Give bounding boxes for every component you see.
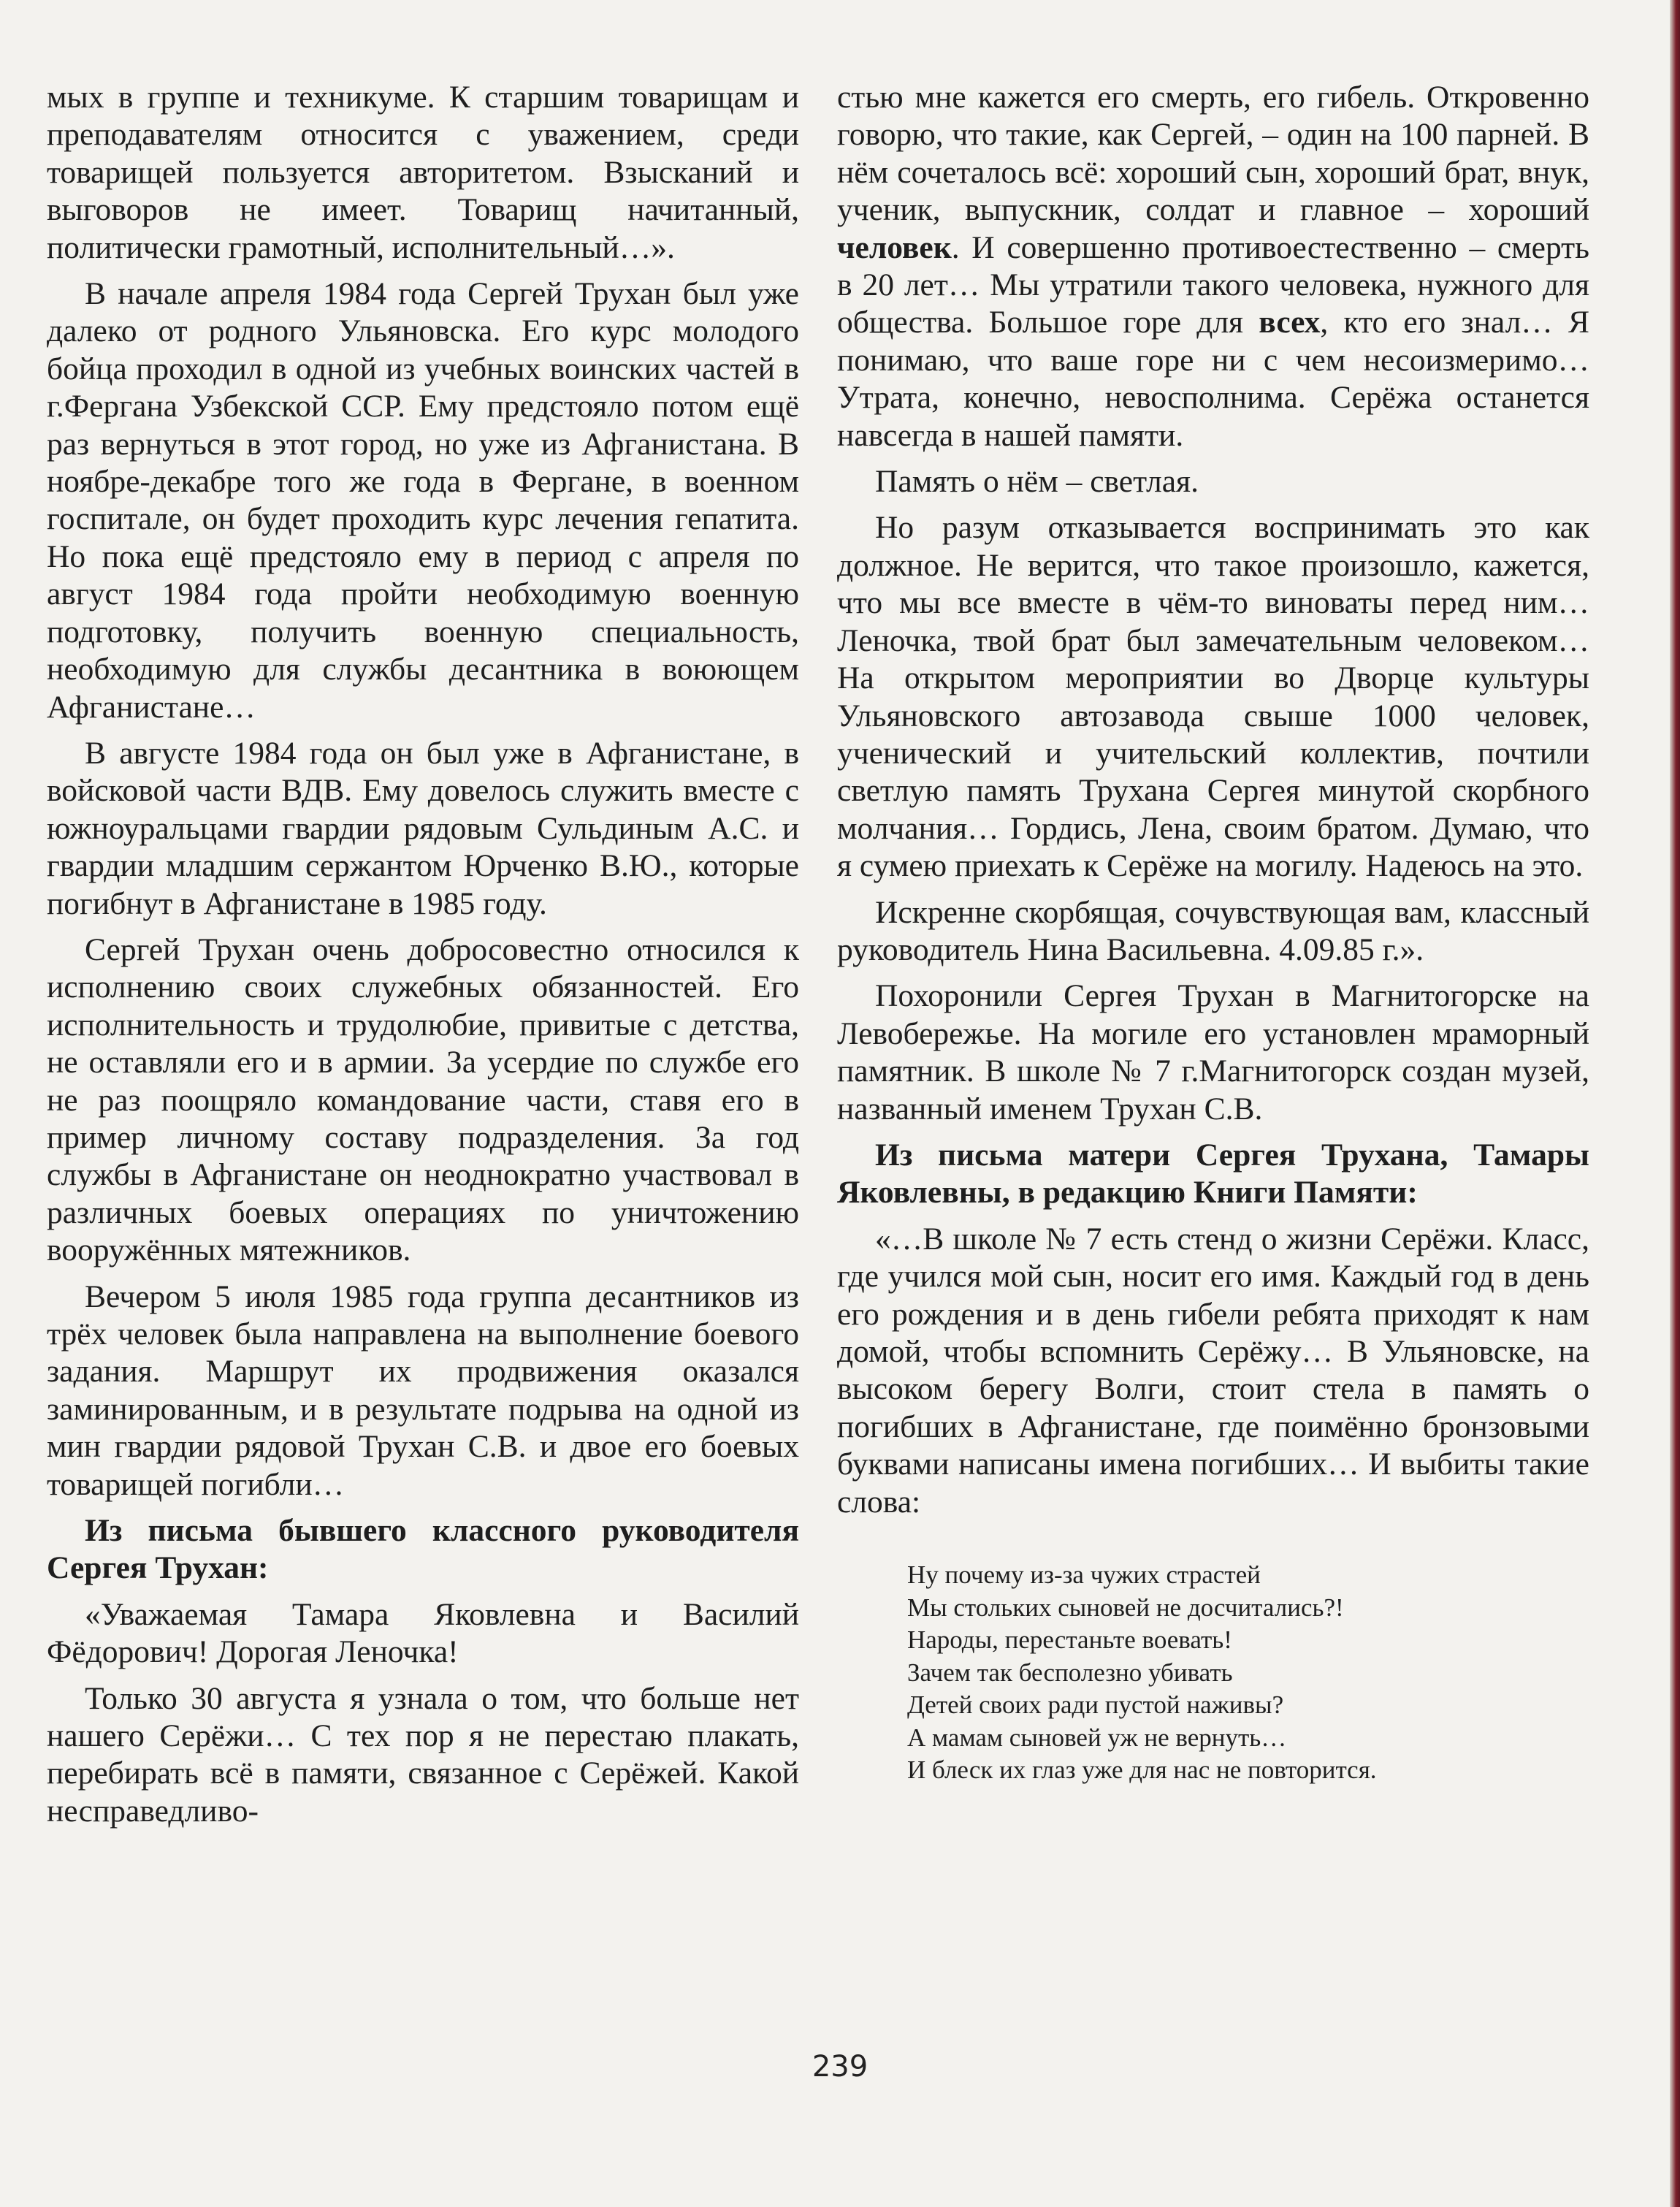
poem-line: Ну почему из-за чужих страстей <box>907 1560 1261 1590</box>
poem-line: Зачем так бесполезно убивать <box>907 1658 1233 1687</box>
paragraph-text: стью мне кажется его смерть, его гибель. Откровенно говорю, что такие, как Сергей, – один на 100 парней. В нём сочеталось всё: хороший сын, хороший брат, внук, ученик, выпускник, солдат и главное – хороший <box>837 80 1589 228</box>
poem-line: Народы, перестаньте воевать! <box>907 1625 1232 1655</box>
poem-line: И блеск их глаз уже для нас не повторится. <box>907 1756 1377 1785</box>
emphasis: человек <box>837 229 952 265</box>
paragraph: «Уважаемая Тамара Яковлевна и Василий Фёдорович! Дорогая Леночка! <box>47 1596 799 1670</box>
paragraph: Память о нём – светлая. <box>875 464 1199 500</box>
emphasis: всех <box>1259 305 1321 340</box>
page-number: 239 <box>812 2050 868 2084</box>
poem <box>907 1559 1589 1787</box>
paragraph: Искренне скорбящая, сочувствующая вам, классный руководитель Нина Васильевна. 4.09.85 г.». <box>837 894 1589 967</box>
paragraph: мых в группе и техникуме. К старшим товарищам и преподавателям относится с уважением, среди товарищей пользуется авторитетом. Взысканий и выговоров не имеет. Товарищ начитанный, политически грамотный, исполнительный…». <box>47 80 799 265</box>
paragraph: Вечером 5 июля 1985 года группа десантников из трёх человек была направлена на выполнение боевого задания. Маршрут их продвижения оказался заминированным, и в результате подрыва на одной из мин гвардии рядовой Трухан С.В. и двое его боевых товарищей погибли… <box>47 1278 799 1502</box>
paragraph: Но разум отказывается воспринимать это как должное. Не верится, что такое произошло, кажется, что мы все вместе в чём-то виноваты перед ним… Леночка, твой брат был замечательным человеком… На открытом мероприятии во Дворце культуры Ульяновского автозавода свыше 1000 человек, ученический и учительский коллектив, почтили светлую память Трухана Сергея минутой скорбного молчания… Гордись, Лена, своим братом. Думаю, что я сумею приехать к Серёже на могилу. Надеюсь на это. <box>837 510 1589 884</box>
section-heading: Из письма матери Сергея Трухана, Тамары Яковлевны, в редакцию Книги Памяти: <box>837 1137 1589 1211</box>
paragraph <box>837 79 1589 454</box>
paragraph: В августе 1984 года он был уже в Афганистане, в войсковой части ВДВ. Ему довелось служить вместе с южноуральцами гвардии рядовым Сульдиным А.С. и гвардии младшим сержантом Юрченко В.Ю., которые погибнут в Афганистане в 1985 году. <box>47 735 799 921</box>
paragraph: Похоронили Сергея Трухан в Магнитогорске на Левобережье. На могиле его установлен мраморный памятник. В школе № 7 г.Магнитогорск создан музей, названный именем Трухан С.В. <box>837 978 1589 1127</box>
left-column <box>47 79 799 1839</box>
paragraph: Только 30 августа я узнала о том, что больше нет нашего Серёжи… С тех пор я не перестаю плакать, перебирать всё в памяти, связанное с Серёжей. Какой несправедливо- <box>47 1680 799 1829</box>
paragraph-text: , кто его знал… Я понимаю, что ваше горе ни с чем несоизмеримо… Утрата, конечно, невосполнима. Серёжа останется навсегда в нашей памяти. <box>837 305 1590 453</box>
paragraph: Сергей Трухан очень добросовестно относился к исполнению своих служебных обязанностей. Его исполнительность и трудолюбие, привитые с детства, не оставляли его и в армии. За усердие по службе его не раз поощряло командование части, ставя его в пример личному составу подразделения. За год службы в Афганистане он неоднократно участвовал в различных боевых операциях по уничтожению вооружённых мятежников. <box>47 931 799 1268</box>
paragraph: В начале апреля 1984 года Сергей Трухан был уже далеко от родного Ульяновска. Его курс молодого бойца проходил в одной из учебных воинских частей в г.Фергана Узбекской ССР. Ему предстояло потом ещё раз вернуться в этот город, но уже из Афганистана. В ноябре-декабре того же года в Фергане, в военном госпитале, он будет проходить курс лечения гепатита. Но пока ещё предстояло ему в период с апреля по август 1984 года пройти необходимую военную подготовку, получить военную специальность, необходимую для службы десантника в воюющем Афганистане… <box>47 276 799 725</box>
paragraph: «…В школе № 7 есть стенд о жизни Серёжи. Класс, где учился мой сын, носит его имя. Каждый год в день его рождения и в день гибели ребята приходят к нам домой, чтобы вспомнить Серёжу… В Ульяновске, на высоком берегу Волги, стоит стела в память о погибших в Афганистане, где поимённо бронзовыми буквами написаны имена погибших… И выбиты такие слова: <box>837 1221 1589 1520</box>
paragraph-text: . И совершенно противоестественно – смерть в 20 лет… Мы утратили такого человека, нужного для общества. Большое горе для <box>837 229 1589 340</box>
poem-line: Мы стольких сыновей не досчитались?! <box>907 1593 1344 1622</box>
page-edge <box>1670 0 1680 2207</box>
poem-line: А мамам сыновей уж не вернуть… <box>907 1723 1287 1752</box>
section-heading: Из письма бывшего классного руководителя Сергея Трухан: <box>47 1513 799 1586</box>
right-column <box>837 79 1589 1787</box>
poem-line: Детей своих ради пустой наживы? <box>907 1690 1284 1720</box>
